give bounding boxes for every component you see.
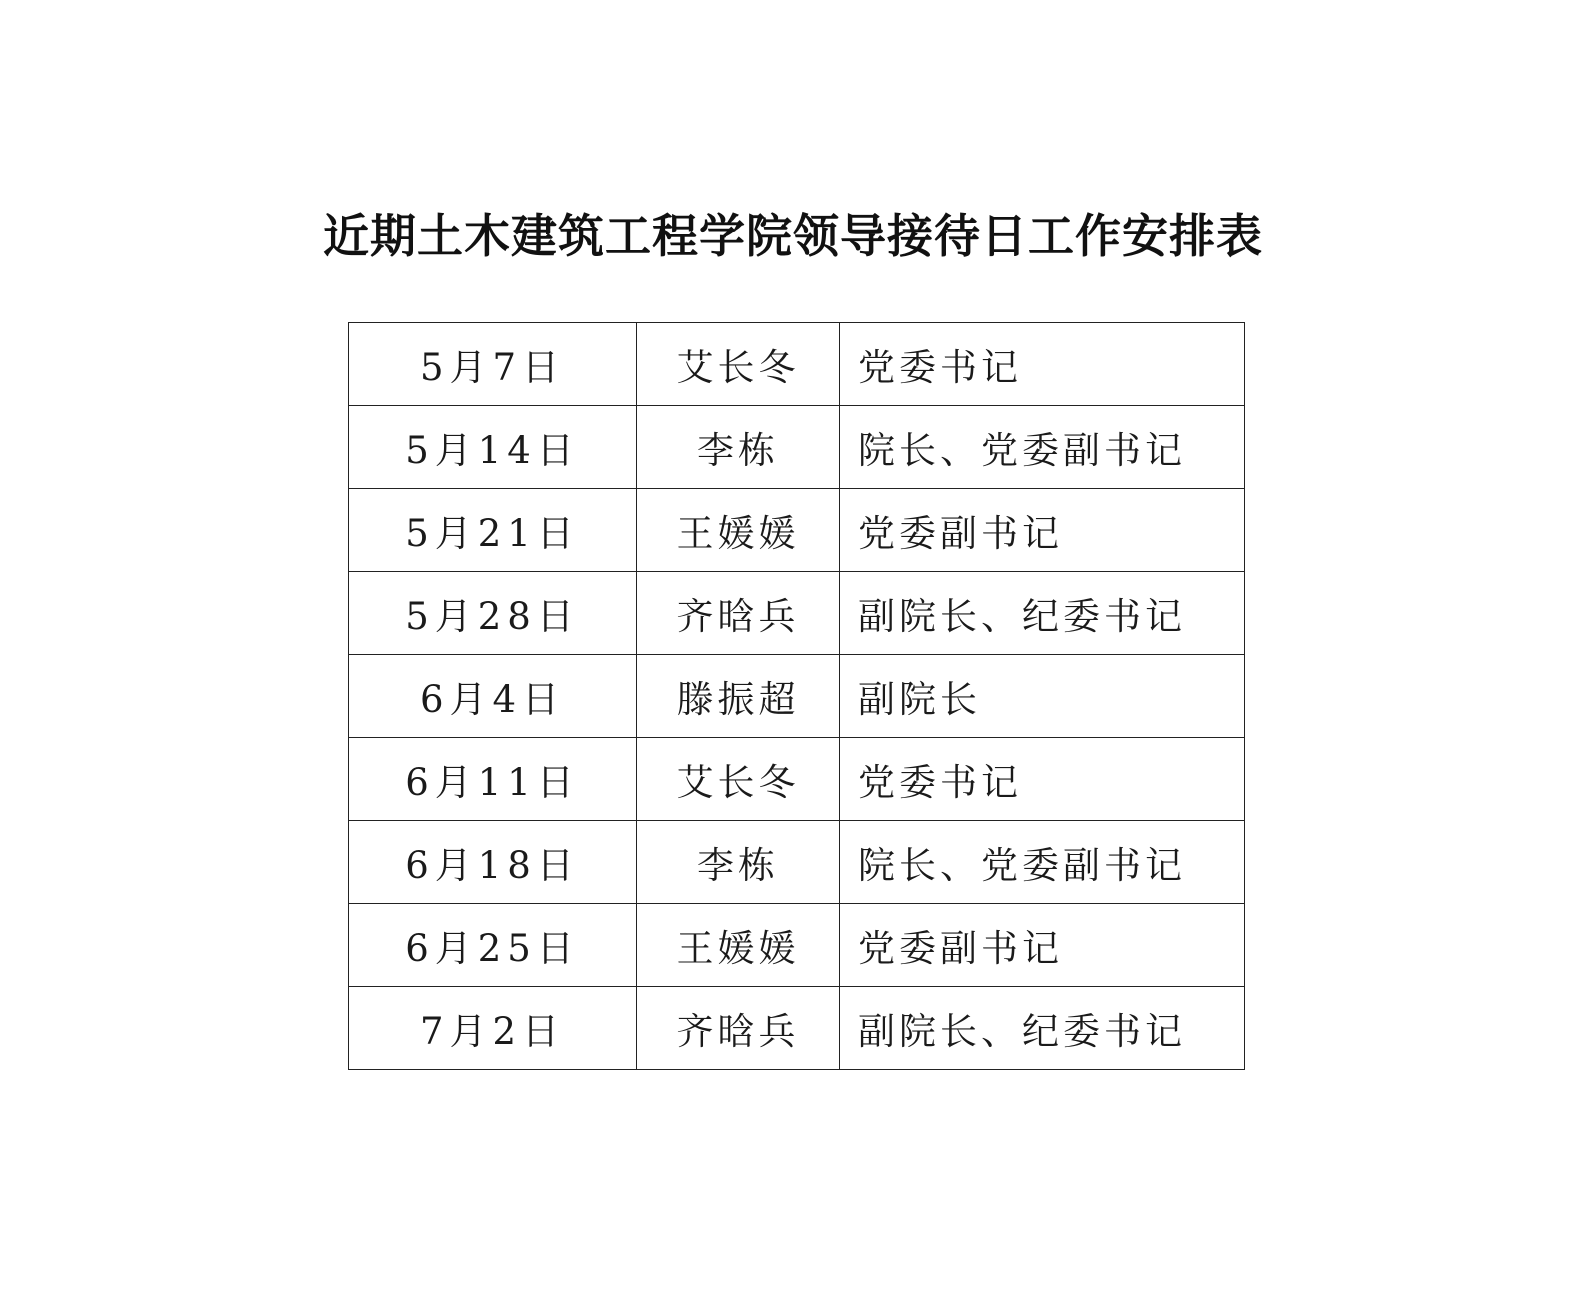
- date-cell: 6月18日: [349, 821, 637, 904]
- role-cell: 副院长: [840, 655, 1245, 738]
- date-cell: 6月25日: [349, 904, 637, 987]
- date-cell: 5月7日: [349, 323, 637, 406]
- table-row: [349, 904, 1245, 987]
- role-cell: 院长、党委副书记: [840, 406, 1245, 489]
- role-cell: 党委书记: [840, 323, 1245, 406]
- table-row: [349, 655, 1245, 738]
- name-cell: 李栋: [637, 821, 840, 904]
- schedule-table: [348, 322, 1245, 1070]
- date-cell: 5月28日: [349, 572, 637, 655]
- role-cell: 院长、党委副书记: [840, 821, 1245, 904]
- table-row: [349, 489, 1245, 572]
- table-row: [349, 738, 1245, 821]
- name-cell: 齐晗兵: [637, 987, 840, 1070]
- table-row: [349, 572, 1245, 655]
- table-row: [349, 406, 1245, 489]
- name-cell: 李栋: [637, 406, 840, 489]
- role-cell: 副院长、纪委书记: [840, 572, 1245, 655]
- name-cell: 艾长冬: [637, 738, 840, 821]
- role-cell: 党委副书记: [840, 904, 1245, 987]
- name-cell: 艾长冬: [637, 323, 840, 406]
- date-cell: 6月4日: [349, 655, 637, 738]
- document-title: 近期土木建筑工程学院领导接待日工作安排表: [323, 209, 1263, 263]
- date-cell: 7月2日: [349, 987, 637, 1070]
- table-row: [349, 987, 1245, 1070]
- name-cell: 齐晗兵: [637, 572, 840, 655]
- table-row: [349, 821, 1245, 904]
- role-cell: 副院长、纪委书记: [840, 987, 1245, 1070]
- schedule-table-body: [349, 323, 1245, 1070]
- name-cell: 王媛媛: [637, 904, 840, 987]
- date-cell: 5月21日: [349, 489, 637, 572]
- role-cell: 党委书记: [840, 738, 1245, 821]
- date-cell: 5月14日: [349, 406, 637, 489]
- name-cell: 王媛媛: [637, 489, 840, 572]
- date-cell: 6月11日: [349, 738, 637, 821]
- name-cell: 滕振超: [637, 655, 840, 738]
- table-row: [349, 323, 1245, 406]
- role-cell: 党委副书记: [840, 489, 1245, 572]
